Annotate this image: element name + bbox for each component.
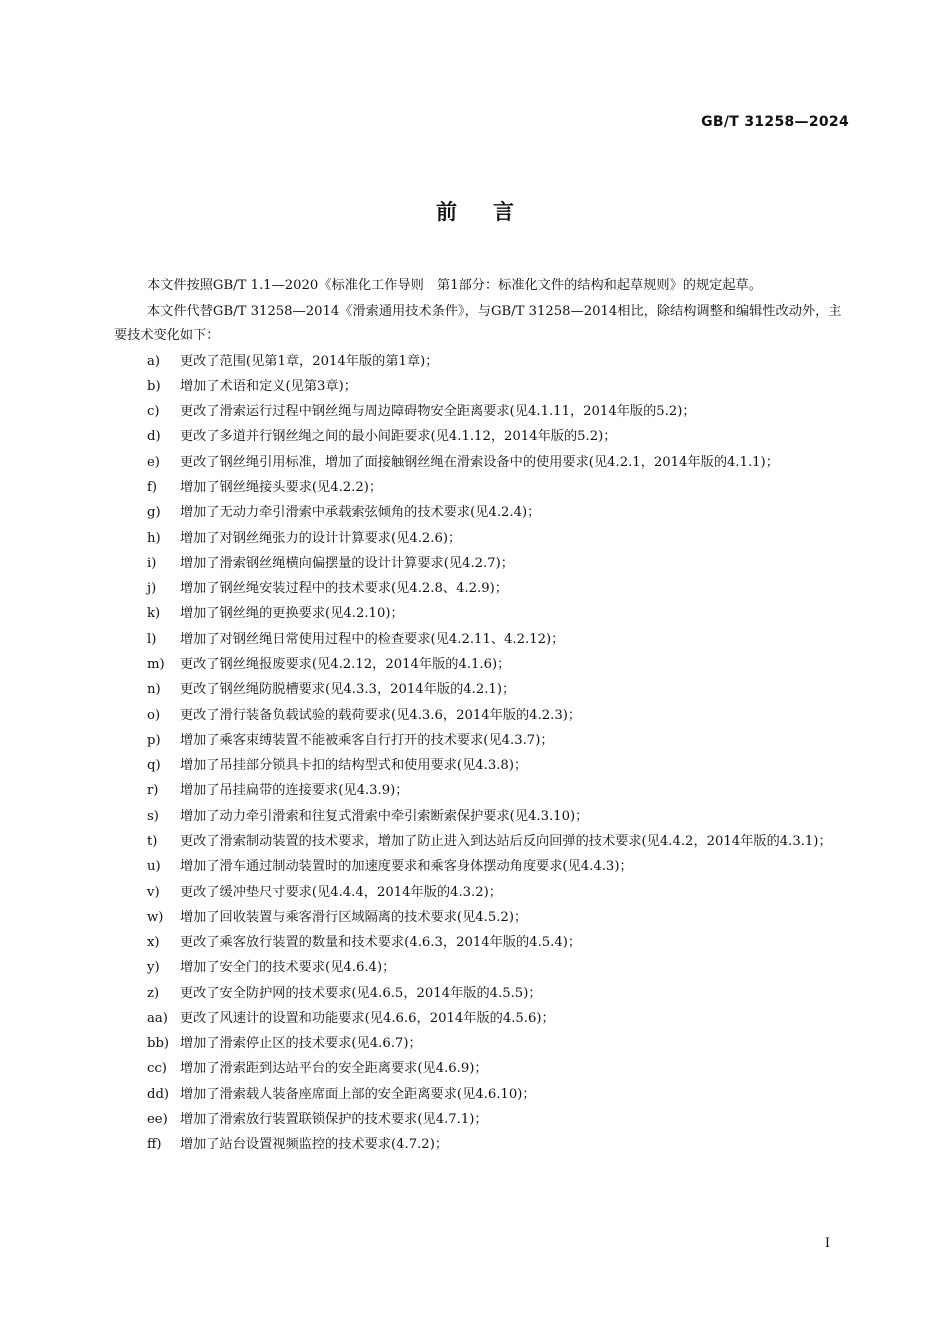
list-item-text: 增加了对钢丝绳张力的设计计算要求(见4.2.6)；: [180, 530, 462, 546]
list-item-marker: g): [147, 505, 161, 521]
intro-paragraph-replacement: 本文件代替GB/T 31258—2014《滑索通用技术条件》，与GB/T 31258—2014相比，除结构调整和编辑性改动外，主要技术变化如下：: [114, 304, 842, 344]
list-item-marker: m): [147, 656, 165, 672]
list-item: [114, 375, 850, 399]
document-code: GB/T 31258—2024: [701, 114, 849, 130]
list-item-text: 增加了滑索停止区的技术要求(见4.6.7)；: [180, 1036, 422, 1052]
list-item-marker: e): [147, 454, 160, 470]
list-item-text: 增加了滑车通过制动装置时的加速度要求和乘客身体摆动角度要求(见4.4.3)；: [180, 859, 633, 875]
list-item-text: 增加了乘客束缚装置不能被乘客自行打开的技术要求(见4.3.7)；: [180, 732, 554, 748]
list-item: [114, 982, 850, 1006]
list-item-text: 增加了滑索放行装置联锁保护的技术要求(见4.7.1)；: [180, 1112, 488, 1128]
page-title: 前言: [436, 200, 550, 224]
list-item-marker: dd): [147, 1086, 170, 1102]
list-item-marker: aa): [147, 1010, 168, 1026]
list-item-marker: n): [147, 682, 161, 698]
list-item-text: 增加了对钢丝绳日常使用过程中的检查要求(见4.2.11、4.2.12)；: [180, 631, 565, 647]
list-item: [114, 906, 850, 930]
list-item-marker: ff): [147, 1137, 162, 1153]
list-item: [114, 602, 850, 626]
list-item-marker: p): [147, 732, 161, 748]
list-item: [114, 754, 850, 778]
list-item: [114, 704, 850, 728]
list-item-marker: a): [147, 353, 161, 369]
list-item-marker: y): [147, 960, 160, 976]
list-item-marker: v): [147, 884, 160, 900]
list-item: [114, 653, 850, 677]
list-item-marker: i): [147, 555, 157, 571]
page-number: I: [824, 1236, 830, 1251]
list-item-text: 增加了吊挂部分锁具卡扣的结构型式和使用要求(见4.3.8)；: [180, 758, 528, 774]
list-item: [114, 400, 850, 424]
list-item: [114, 830, 850, 854]
list-item: [114, 855, 850, 879]
list-item-text: 增加了滑索距到达站平台的安全距离要求(见4.6.9)；: [180, 1061, 488, 1077]
list-item-marker: f): [147, 480, 158, 496]
list-item: [114, 931, 850, 955]
list-item-marker: o): [147, 707, 161, 723]
list-item-marker: h): [147, 530, 161, 546]
list-item-marker: c): [147, 404, 160, 420]
list-item-text: 更改了安全防护网的技术要求(见4.6.5，2014年版的4.5.5)；: [180, 985, 542, 1001]
list-item: [114, 552, 850, 576]
list-item: [114, 678, 850, 702]
list-item: [114, 350, 850, 374]
list-item-text: 增加了吊挂扁带的连接要求(见4.3.9)；: [180, 783, 409, 799]
list-item-marker: cc): [147, 1061, 167, 1077]
list-item-text: 更改了钢丝绳引用标准，增加了面接触钢丝绳在滑索设备中的使用要求(见4.2.1，2014年版的4.1.1)；: [180, 454, 779, 470]
list-item-text: 更改了滑索制动装置的技术要求，增加了防止进入到达站后反向回弹的技术要求(见4.4.2，2014年版的4.3.1)；: [180, 833, 832, 849]
list-item-text: 更改了多道并行钢丝绳之间的最小间距要求(见4.1.12，2014年版的5.2)；: [180, 429, 617, 445]
list-item-marker: d): [147, 429, 161, 445]
list-item-marker: t): [147, 833, 158, 849]
foreword-content: [114, 274, 850, 1159]
list-item: [114, 451, 850, 475]
list-item-marker: b): [147, 378, 161, 394]
list-item-text: 更改了乘客放行装置的数量和技术要求(4.6.3，2014年版的4.5.4)；: [180, 935, 582, 951]
list-item-text: 更改了钢丝绳防脱槽要求(见4.3.3，2014年版的4.2.1)；: [180, 682, 516, 698]
list-item-text: 更改了钢丝绳报废要求(见4.2.12，2014年版的4.1.6)；: [180, 656, 511, 672]
list-item-text: 增加了动力牵引滑索和往复式滑索中牵引索断索保护要求(见4.3.10)；: [180, 808, 589, 824]
list-item-text: 增加了钢丝绳的更换要求(见4.2.10)；: [180, 606, 404, 622]
list-item-marker: r): [147, 783, 159, 799]
list-item-marker: u): [147, 859, 161, 875]
list-item-text: 更改了风速计的设置和功能要求(见4.6.6，2014年版的4.5.6)；: [180, 1010, 555, 1026]
list-item: [114, 1032, 850, 1056]
list-item: [114, 956, 850, 980]
list-item: [114, 881, 850, 905]
list-item-marker: bb): [147, 1036, 170, 1052]
intro-paragraph-drafting: 本文件按照GB/T 1.1—2020《标准化工作导则 第1部分：标准化文件的结构和起草规则》的规定起草。: [147, 278, 762, 293]
list-item: [114, 1133, 850, 1157]
list-item-text: 增加了钢丝绳接头要求(见4.2.2)；: [180, 480, 383, 496]
list-item-text: 更改了范围(见第1章，2014年版的第1章)；: [180, 353, 439, 369]
list-item-text: 增加了安全门的技术要求(见4.6.4)；: [180, 960, 396, 976]
list-item: [114, 779, 850, 803]
list-item-marker: ee): [147, 1112, 168, 1128]
list-item-text: 更改了缓冲垫尺寸要求(见4.4.4，2014年版的4.3.2)；: [180, 884, 502, 900]
list-item-text: 增加了无动力牵引滑索中承载索弦倾角的技术要求(见4.2.4)；: [180, 505, 541, 521]
list-item-text: 更改了滑行装备负载试验的载荷要求(见4.3.6，2014年版的4.2.3)；: [180, 707, 582, 723]
list-item: [114, 1083, 850, 1107]
list-item: [114, 628, 850, 652]
list-item-text: 增加了站台设置视频监控的技术要求(4.7.2)；: [180, 1137, 449, 1153]
list-item-text: 增加了术语和定义(见第3章)；: [180, 378, 357, 394]
list-item-marker: w): [147, 909, 164, 925]
list-item: [114, 805, 850, 829]
list-item-text: 增加了钢丝绳安装过程中的技术要求(见4.2.8、4.2.9)；: [180, 581, 508, 597]
list-item: [114, 425, 850, 449]
list-item: [114, 729, 850, 753]
list-item: [114, 1057, 850, 1081]
list-item-text: 更改了滑索运行过程中钢丝绳与周边障碍物安全距离要求(见4.1.11，2014年版的5.2)；: [180, 404, 696, 420]
list-item-marker: s): [147, 808, 159, 824]
list-item: [114, 476, 850, 500]
list-item-marker: z): [147, 985, 160, 1001]
list-item-text: 增加了滑索载人装备座席面上部的安全距离要求(见4.6.10)；: [180, 1086, 536, 1102]
list-item: [114, 527, 850, 551]
list-item: [114, 501, 850, 525]
list-item-text: 增加了滑索钢丝绳横向偏摆量的设计计算要求(见4.2.7)；: [180, 555, 514, 571]
technical-changes-list: [114, 350, 850, 1158]
list-item: [114, 1108, 850, 1132]
list-item-marker: j): [147, 581, 157, 597]
list-item-marker: k): [147, 606, 161, 622]
list-item: [114, 577, 850, 601]
list-item-marker: q): [147, 758, 161, 774]
list-item-marker: x): [147, 935, 160, 951]
list-item-marker: l): [147, 631, 157, 647]
list-item: [114, 1007, 850, 1031]
list-item-text: 增加了回收装置与乘客滑行区域隔离的技术要求(见4.5.2)；: [180, 909, 528, 925]
